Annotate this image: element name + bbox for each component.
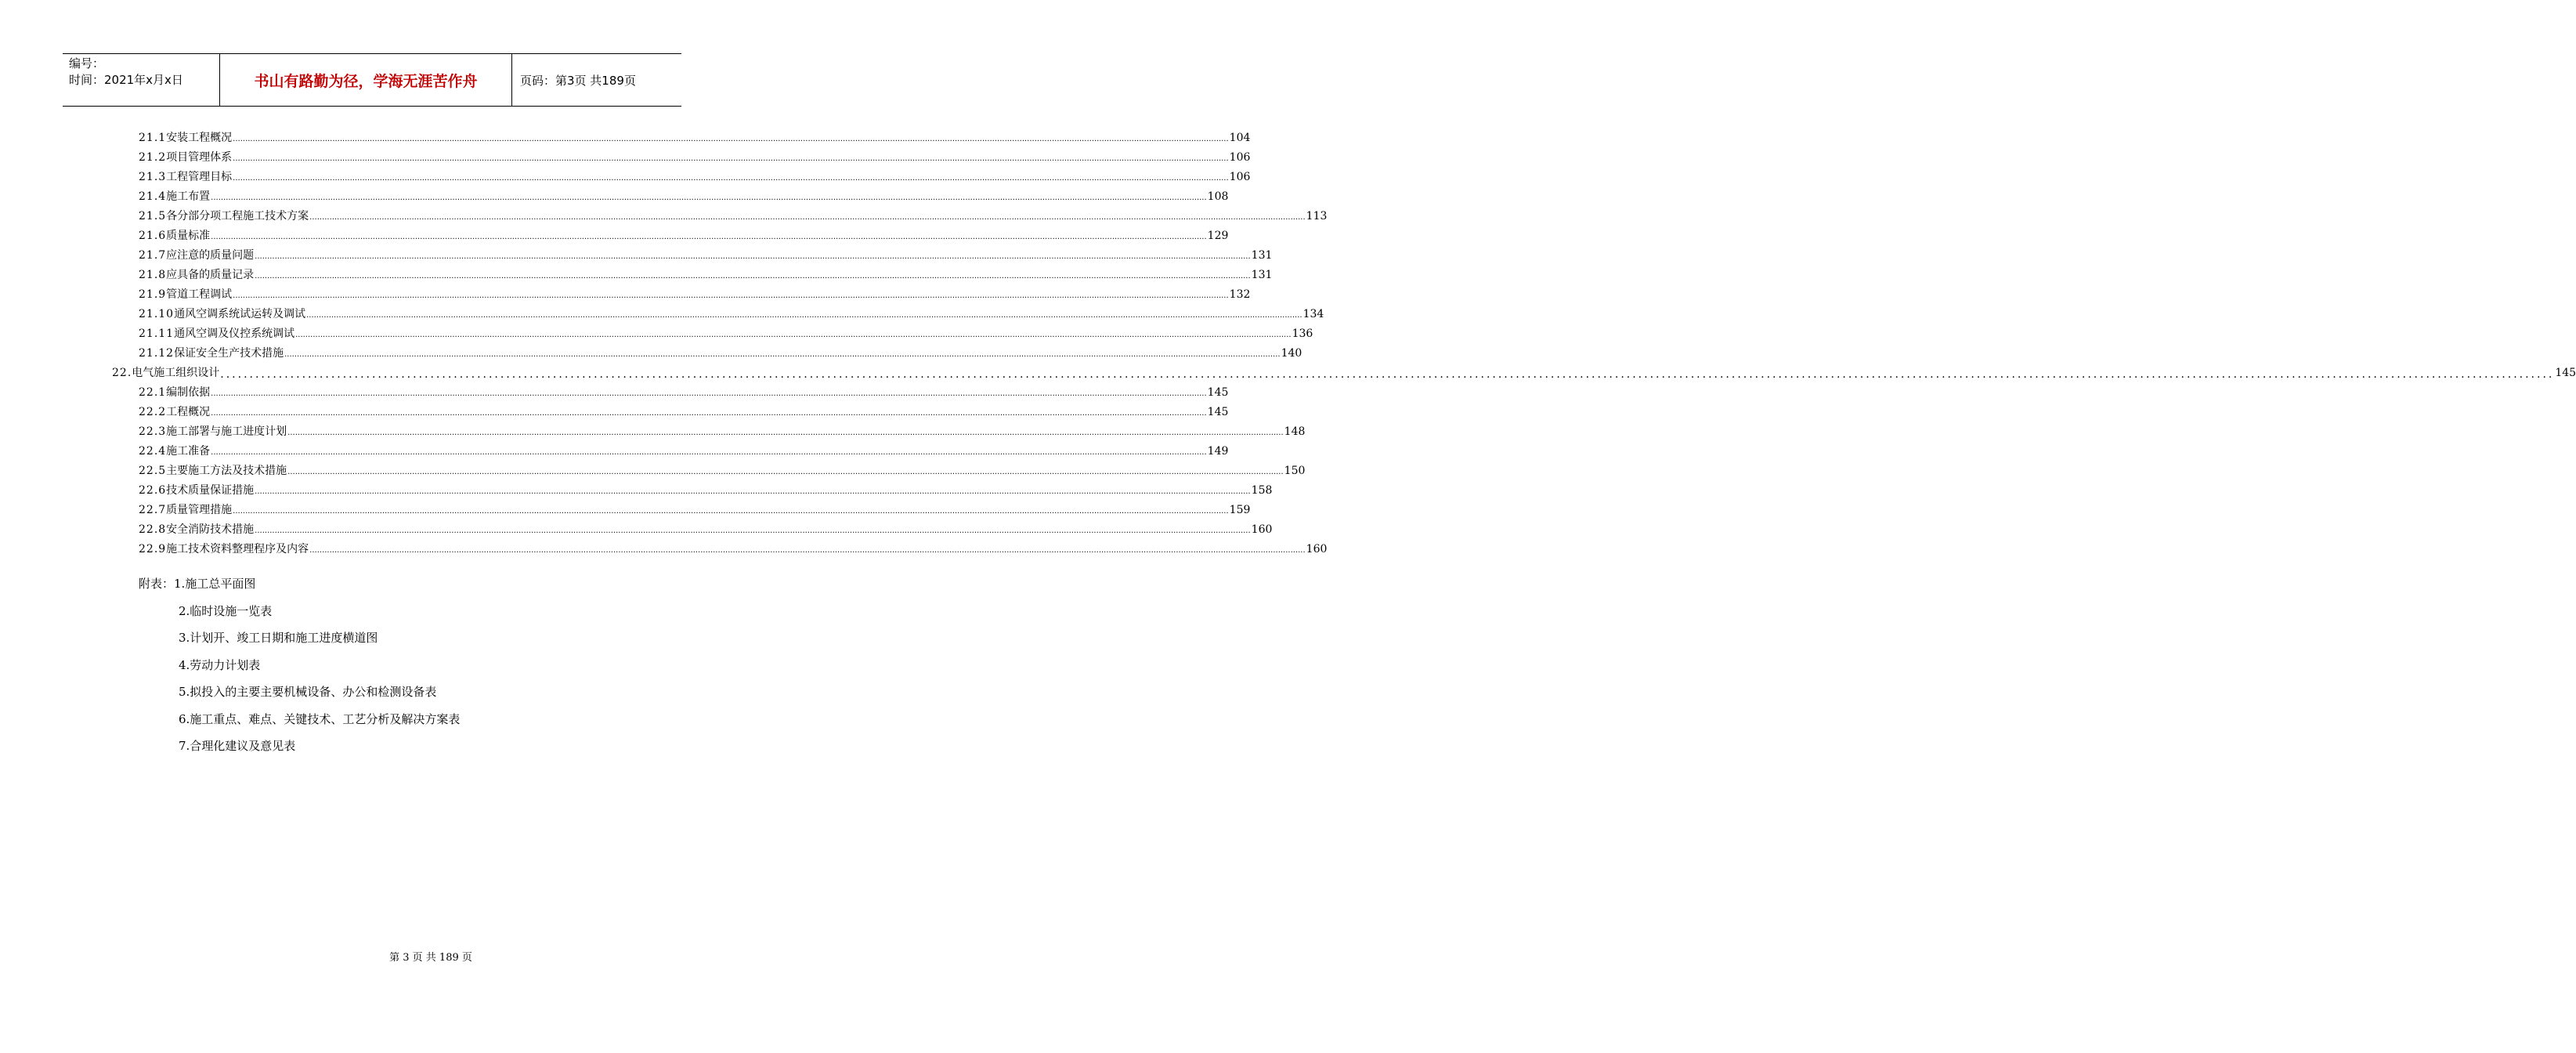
toc-entry-page: 150 — [1284, 465, 1306, 477]
toc-entry-number: 21.3 — [139, 171, 167, 183]
header-motto: 书山有路勤为径，学海无涯苦作舟 — [220, 54, 512, 106]
appendix-item — [179, 630, 744, 657]
toc-entry[interactable] — [139, 458, 1306, 478]
time-label: 时间：2021年x月x日 — [69, 73, 183, 87]
toc-dot-leader: ................................................................................................................................................................................................................................................................................................................................................................................................................ — [255, 526, 1251, 535]
toc-entry-number: 22. — [112, 367, 132, 379]
toc-dot-leader: ................................................................................................................................................................................................................................................................................................................................................................................................................ — [220, 368, 2555, 381]
toc-entry[interactable] — [139, 125, 1251, 145]
toc-entry-page: 104 — [1229, 132, 1251, 144]
toc-entry-number: 22.4 — [139, 445, 167, 458]
toc-entry[interactable] — [139, 184, 1229, 204]
toc-entry[interactable] — [139, 243, 1273, 262]
page-header — [63, 53, 681, 107]
toc-dot-leader: ................................................................................................................................................................................................................................................................................................................................................................................................................ — [309, 546, 1306, 555]
toc-entry-number: 22.9 — [139, 543, 167, 555]
toc-entry-number: 22.3 — [139, 425, 167, 438]
toc-entry-number: 21.5 — [139, 210, 167, 223]
toc-entry-title: 管道工程调试 — [166, 288, 233, 301]
toc-entry-number: 22.6 — [139, 484, 167, 497]
appendix-item-text: 5.拟投入的主要主要机械设备、办公和检测设备表 — [179, 685, 437, 699]
toc-entry-title: 保证安全生产技术措施 — [174, 347, 284, 360]
toc-entry-page: 108 — [1207, 190, 1229, 203]
toc-entry-page: 106 — [1229, 171, 1251, 183]
toc-dot-leader: ................................................................................................................................................................................................................................................................................................................................................................................................................ — [233, 135, 1229, 143]
toc-entry-number: 22.8 — [139, 523, 167, 536]
toc-entry-number: 21.12 — [139, 347, 175, 360]
toc-entry-number: 21.2 — [139, 151, 167, 164]
toc-entry-page: 113 — [1306, 210, 1328, 223]
appendix-item — [179, 738, 744, 765]
toc-entry-title: 技术质量保证措施 — [166, 484, 255, 497]
toc-entry-page: 131 — [1251, 249, 1273, 262]
header-meta — [63, 54, 220, 106]
toc-entry-page: 160 — [1251, 523, 1273, 536]
toc-dot-leader: ................................................................................................................................................................................................................................................................................................................................................................................................................ — [309, 213, 1306, 222]
toc-dot-leader: ................................................................................................................................................................................................................................................................................................................................................................................................................ — [211, 448, 1207, 457]
toc-entry-title: 工程管理目标 — [166, 171, 233, 183]
toc-entry[interactable] — [112, 360, 2576, 381]
table-of-contents — [0, 125, 2576, 556]
appendix-item — [179, 603, 744, 631]
toc-entry[interactable] — [139, 400, 1229, 419]
toc-entry-number: 22.5 — [139, 465, 167, 477]
toc-entry[interactable] — [139, 478, 1273, 498]
toc-entry-number: 22.1 — [139, 386, 167, 399]
toc-entry-page: 145 — [2555, 367, 2576, 379]
toc-entry-number: 22.7 — [139, 504, 167, 516]
toc-entry-title: 安装工程概况 — [166, 132, 233, 144]
toc-entry-page: 129 — [1207, 230, 1229, 242]
toc-dot-leader: ................................................................................................................................................................................................................................................................................................................................................................................................................ — [233, 174, 1229, 183]
toc-entry-title: 电气施工组织设计 — [132, 367, 220, 379]
toc-entry[interactable] — [139, 282, 1251, 302]
toc-entry[interactable] — [139, 380, 1229, 400]
toc-entry-page: 158 — [1251, 484, 1273, 497]
appendix-item-text: 1.施工总平面图 — [174, 577, 256, 591]
toc-entry-title: 安全消防技术措施 — [166, 523, 255, 536]
toc-entry[interactable] — [139, 341, 1302, 360]
toc-entry-title: 各分部分项工程施工技术方案 — [166, 210, 309, 223]
toc-entry-title: 应注意的质量问题 — [166, 249, 255, 262]
toc-entry-title: 项目管理体系 — [166, 151, 233, 164]
toc-entry-number: 21.6 — [139, 230, 167, 242]
toc-entry[interactable] — [139, 517, 1273, 537]
toc-entry[interactable] — [139, 223, 1229, 243]
toc-entry[interactable] — [139, 537, 1328, 556]
toc-entry[interactable] — [139, 262, 1273, 282]
appendix-list — [0, 576, 744, 765]
toc-dot-leader: ................................................................................................................................................................................................................................................................................................................................................................................................................ — [255, 252, 1251, 261]
toc-entry-title: 质量标准 — [166, 230, 211, 242]
toc-entry-title: 主要施工方法及技术措施 — [166, 465, 287, 477]
toc-entry-number: 22.2 — [139, 406, 167, 418]
toc-entry-number: 21.8 — [139, 269, 167, 281]
toc-dot-leader: ................................................................................................................................................................................................................................................................................................................................................................................................................ — [233, 154, 1229, 163]
toc-entry-page: 159 — [1229, 504, 1251, 516]
toc-entry[interactable] — [139, 145, 1251, 165]
toc-dot-leader: ................................................................................................................................................................................................................................................................................................................................................................................................................ — [306, 311, 1302, 320]
toc-entry[interactable] — [139, 165, 1251, 184]
toc-entry[interactable] — [139, 302, 1324, 321]
toc-dot-leader: ................................................................................................................................................................................................................................................................................................................................................................................................................ — [211, 389, 1207, 398]
toc-entry-number: 21.4 — [139, 190, 167, 203]
number-label: 编号： — [69, 56, 105, 71]
toc-dot-leader: ................................................................................................................................................................................................................................................................................................................................................................................................................ — [287, 468, 1284, 476]
toc-entry-page: 145 — [1207, 386, 1229, 399]
toc-dot-leader: ................................................................................................................................................................................................................................................................................................................................................................................................................ — [211, 233, 1207, 241]
page-footer: 第 3 页 共 189 页 — [389, 952, 472, 964]
toc-entry-page: 106 — [1229, 151, 1251, 164]
appendix-item-text: 6.施工重点、难点、关键技术、工艺分析及解决方案表 — [179, 711, 461, 726]
appendix-item-text: 2.临时设施一览表 — [179, 603, 273, 618]
toc-dot-leader: ................................................................................................................................................................................................................................................................................................................................................................................................................ — [287, 429, 1284, 437]
toc-dot-leader: ................................................................................................................................................................................................................................................................................................................................................................................................................ — [211, 409, 1207, 418]
toc-entry-page: 148 — [1284, 425, 1306, 438]
toc-entry-number: 21.1 — [139, 132, 167, 144]
toc-dot-leader: ................................................................................................................................................................................................................................................................................................................................................................................................................ — [284, 350, 1281, 359]
toc-entry-number: 21.11 — [139, 327, 175, 340]
appendix-item — [179, 684, 744, 711]
appendix-item-text: 7.合理化建议及意见表 — [179, 739, 296, 753]
toc-entry-title: 施工技术资料整理程序及内容 — [166, 543, 309, 555]
toc-dot-leader: ................................................................................................................................................................................................................................................................................................................................................................................................................ — [255, 487, 1251, 496]
toc-dot-leader: ................................................................................................................................................................................................................................................................................................................................................................................................................ — [233, 291, 1229, 300]
toc-entry[interactable] — [139, 439, 1229, 458]
toc-entry-page: 132 — [1229, 288, 1251, 301]
toc-dot-leader: ................................................................................................................................................................................................................................................................................................................................................................................................................ — [255, 272, 1251, 280]
appendix-item — [179, 711, 744, 739]
appendix-label: 附表： — [139, 577, 175, 591]
toc-entry-number: 21.9 — [139, 288, 167, 301]
toc-dot-leader: ................................................................................................................................................................................................................................................................................................................................................................................................................ — [233, 507, 1229, 516]
toc-entry-page: 134 — [1302, 308, 1324, 320]
toc-entry-page: 145 — [1207, 406, 1229, 418]
toc-entry-title: 编制依据 — [166, 386, 211, 399]
toc-entry[interactable] — [139, 204, 1328, 223]
toc-entry[interactable] — [139, 498, 1251, 517]
toc-entry[interactable] — [139, 321, 1313, 341]
toc-entry-title: 通风空调及仪控系统调试 — [174, 327, 295, 340]
appendix-item — [139, 576, 744, 603]
header-page-info: 页码：第3页 共189页 — [520, 73, 636, 88]
toc-entry-title: 应具备的质量记录 — [166, 269, 255, 281]
appendix-item — [179, 657, 744, 685]
toc-entry-title: 工程概况 — [166, 406, 211, 418]
toc-entry-title: 质量管理措施 — [166, 504, 233, 516]
toc-entry-title: 施工准备 — [166, 445, 211, 458]
toc-entry-title: 施工部署与施工进度计划 — [166, 425, 287, 438]
toc-entry-page: 131 — [1251, 269, 1273, 281]
toc-entry-title: 通风空调系统试运转及调试 — [174, 308, 306, 320]
toc-entry[interactable] — [139, 419, 1306, 439]
toc-entry-number: 21.10 — [139, 308, 175, 320]
toc-entry-page: 136 — [1292, 327, 1313, 340]
toc-entry-page: 140 — [1281, 347, 1302, 360]
toc-dot-leader: ................................................................................................................................................................................................................................................................................................................................................................................................................ — [295, 331, 1292, 339]
appendix-item-text: 3.计划开、竣工日期和施工进度横道图 — [179, 631, 378, 645]
toc-entry-title: 施工布置 — [166, 190, 211, 203]
toc-entry-number: 21.7 — [139, 249, 167, 262]
appendix-item-text: 4.劳动力计划表 — [179, 657, 261, 672]
toc-entry-page: 160 — [1306, 543, 1328, 555]
toc-dot-leader: ................................................................................................................................................................................................................................................................................................................................................................................................................ — [211, 194, 1207, 202]
toc-entry-page: 149 — [1207, 445, 1229, 458]
